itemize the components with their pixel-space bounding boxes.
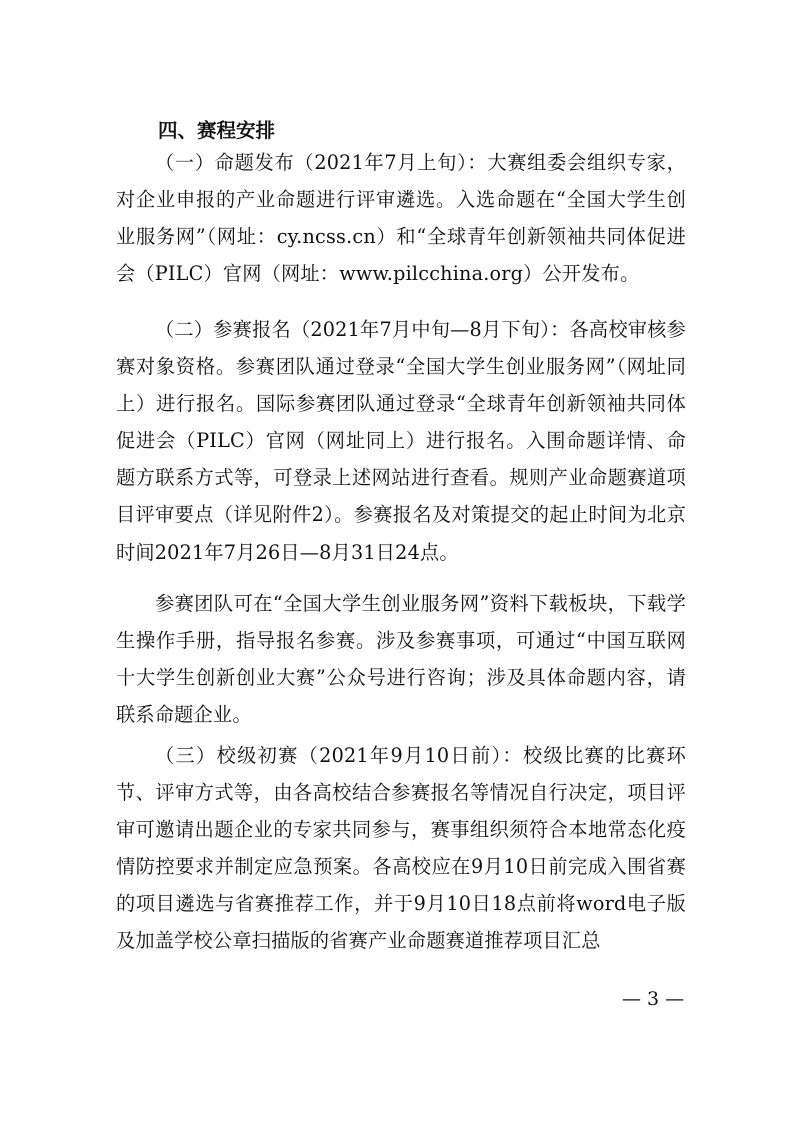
paragraph-team-guidance: 参赛团队可在“全国大学生创业服务网”资料下载板块，下载学生操作手册，指导报名参赛。涉及参赛事项，可通过“中国互联网十大学生创新创业大赛”公众号进行咨询；涉及具体命题内容，请联系命题企业。	[116, 592, 686, 727]
section-heading: 四、赛程安排	[158, 119, 276, 142]
paragraph-registration: （二）参赛报名（2021年7月中旬—8月下旬）：各高校审核参赛对象资格。参赛团队通过登录“全国大学生创业服务网”（网址同上）进行报名。国际参赛团队通过登录“全球青年创新领袖共同体促进会（PILC）官网（网址同上）进行报名。入围命题详情、命题方联系方式等，可登录上述网站进行查看。规则产业命题赛道项目评审要点（详见附件2）。参赛报名及对策提交的起止时间为北京时间2021年7月26日—8月31日24点。	[116, 318, 686, 564]
paragraph-school-preliminary: （三）校级初赛（2021年9月10日前）：校级比赛的比赛环节、评审方式等，由各高校结合参赛报名等情况自行决定，项目评审可邀请出题企业的专家共同参与，赛事组织须符合本地常态化疫情防控要求并制定应急预案。各高校应在9月10日前完成入围省赛的项目遴选与省赛推荐工作，并于9月10日18点前将word电子版及加盖学校公章扫描版的省赛产业命题赛道推荐项目汇总	[116, 744, 686, 953]
paragraph-topic-release: （一）命题发布（2021年7月上旬）：大赛组委会组织专家，对企业申报的产业命题进行评审遴选。入选命题在“全国大学生创业服务网”（网址：cy.ncss.cn）和“全球青年创新领袖共同体促进会（PILC）官网（网址：www.pilcchina.org）公开发布。	[116, 151, 686, 286]
page-number: — 3 —	[622, 988, 685, 1010]
